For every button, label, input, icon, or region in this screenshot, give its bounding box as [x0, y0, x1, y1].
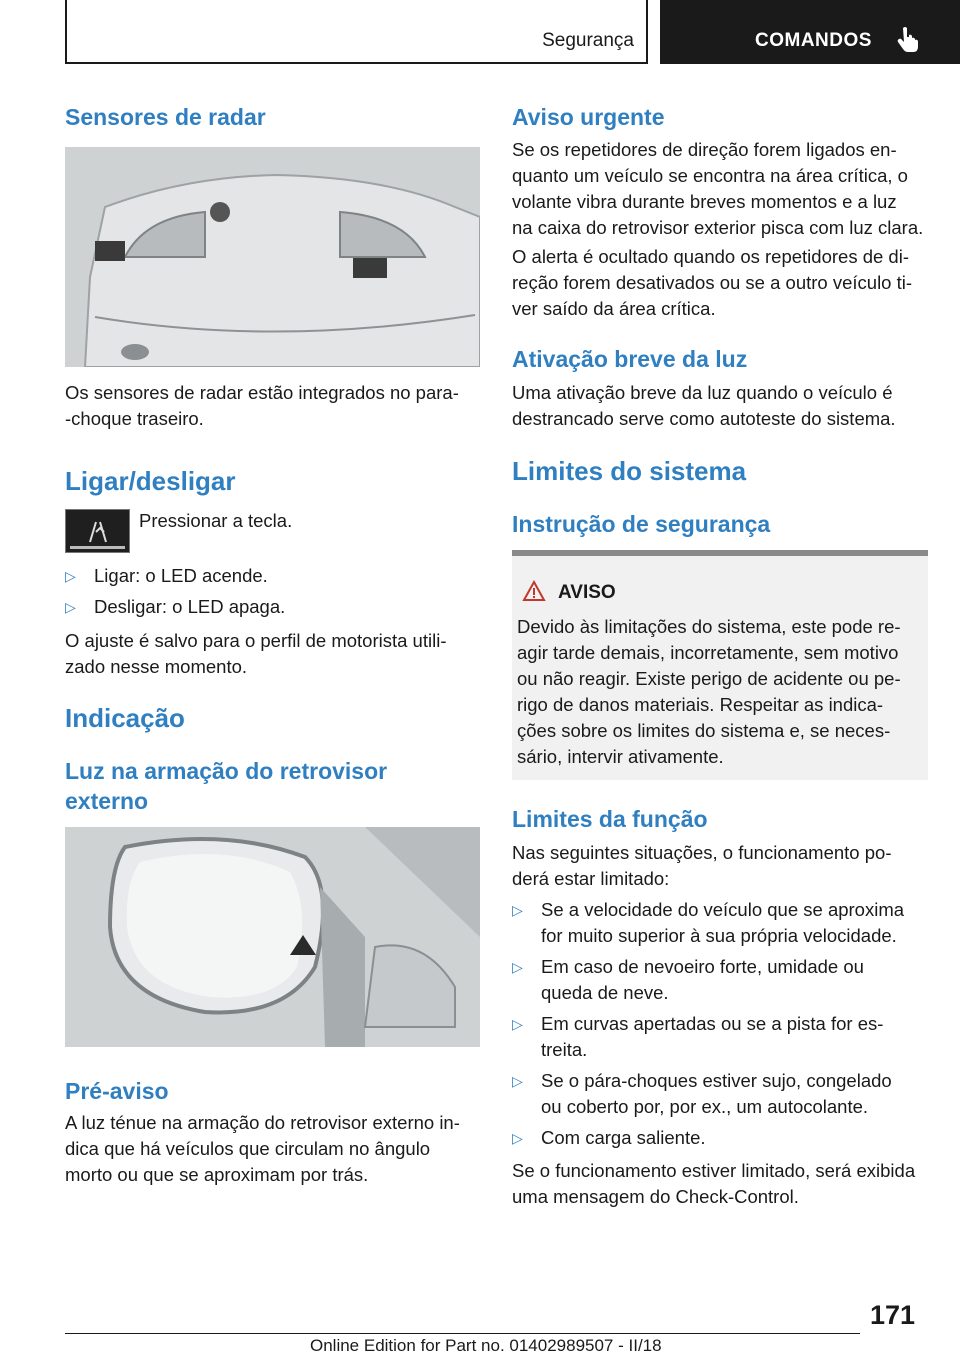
car-rear-image [65, 147, 480, 367]
function-intro: Nas seguintes situações, o funcionamento po- derá estar limitado: [512, 842, 892, 889]
urgent-text: Se os repetidores de direção forem ligados en- quanto um veículo se encontra na área crítica, o volante vibra durante breves momentos e a luz na caixa do retrovisor exterior pisca com luz clara. [512, 139, 924, 238]
radar-heading: Sensores de radar [65, 104, 266, 130]
indication-heading: Indicação [65, 703, 185, 733]
prewarn-heading: Pré-aviso [65, 1078, 169, 1104]
press-text: Pressionar a tecla. [139, 510, 293, 531]
footer-divider [65, 1333, 860, 1334]
limits-heading: Limites do sistema [512, 456, 747, 486]
function-outro: Se o funcionamento estiver limitado, será exibida uma mensagem do Check-Control. [512, 1160, 916, 1207]
hand-pointer-icon [896, 26, 920, 52]
triangle-right-icon: ▷ [512, 902, 523, 918]
list-item: ▷ Em curvas apertadas ou se a pista for es- treita. [512, 1013, 884, 1060]
safety-heading: Instrução de segurança [512, 511, 771, 537]
list-item: ▷ Em caso de nevoeiro forte, umidade ou queda de neve. [512, 956, 864, 1003]
triangle-right-icon: ▷ [65, 568, 76, 584]
header-chapter-label: COMANDOS [755, 30, 872, 51]
header-chapter-tab [660, 0, 960, 64]
profile-text: O ajuste é salvo para o perfil de motorista utili- zado nesse momento. [65, 630, 447, 677]
triangle-right-icon: ▷ [512, 1073, 523, 1089]
onoff-heading: Ligar/desligar [65, 466, 236, 496]
urgent-heading: Aviso urgente [512, 104, 665, 130]
brief-text: Uma ativação breve da luz quando o veículo é destrancado serve como autoteste do sistema. [512, 382, 896, 429]
page-number: 171 [870, 1300, 916, 1330]
radar-caption: Os sensores de radar estão integrados no para- -choque traseiro. [65, 382, 459, 429]
triangle-right-icon: ▷ [512, 1016, 523, 1032]
mirror-heading: Luz na armação do retrovisor externo [65, 758, 388, 814]
triangle-right-icon: ▷ [512, 959, 523, 975]
warning-box [512, 550, 928, 780]
footer-edition: Online Edition for Part no. 01402989507 - II/18 [310, 1336, 662, 1355]
brief-heading: Ativação breve da luz [512, 346, 748, 372]
header-section-label: Segurança [542, 30, 634, 51]
header-section-tab [65, 0, 648, 64]
side-mirror-image [65, 827, 480, 1047]
function-heading: Limites da função [512, 806, 708, 832]
triangle-right-icon: ▷ [512, 1130, 523, 1146]
warning-title: AVISO [558, 582, 616, 603]
prewarn-text: A luz ténue na armação do retrovisor externo in- dica que há veículos que circulam no ângulo morto ou que se aproximam por trás. [65, 1112, 460, 1185]
warning-triangle-icon [522, 580, 546, 602]
triangle-right-icon: ▷ [65, 599, 76, 615]
list-item: ▷ Se a velocidade do veículo que se aproxima for muito superior à sua própria velocidade. [512, 899, 905, 946]
list-item: ▷ Se o pára-choques estiver sujo, congelado ou coberto por, por ex., um autocolante. [512, 1070, 892, 1117]
hidden-text: O alerta é ocultado quando os repetidores de di- reção forem desativados ou se a outro veículo ti- ver saído da área crítica. [512, 246, 913, 319]
lane-change-warning-button-icon [65, 509, 130, 553]
warning-text: Devido às limitações do sistema, este pode re- agir tarde demais, incorretamente, sem motivo ou não reagir. Existe perigo de acidente ou pe- rigo de danos materiais. Respeitar as indica- ções sobre os limites do sistema e, se neces- sário, intervir ativamente. [517, 616, 901, 767]
